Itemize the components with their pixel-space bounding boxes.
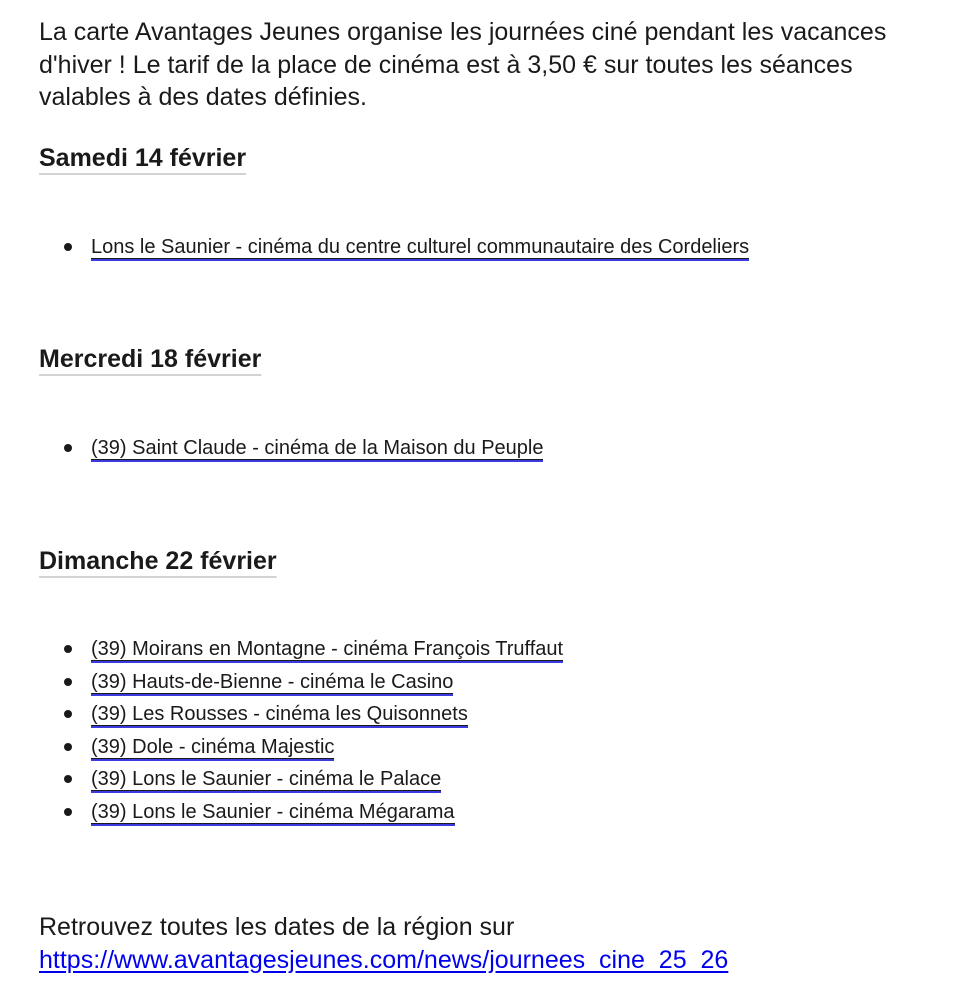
- bullet-icon: [64, 678, 72, 686]
- list-item: [62, 731, 563, 764]
- venue-link[interactable]: (39) Lons le Saunier - cinéma Mégarama: [91, 800, 455, 823]
- venue-list-mercredi: [62, 432, 543, 465]
- venue-list-dimanche: [62, 633, 563, 829]
- day-heading-dimanche: Dimanche 22 février: [39, 547, 277, 575]
- outro-paragraph: [39, 911, 934, 976]
- list-item: [62, 231, 749, 264]
- region-dates-link[interactable]: https://www.avantagesjeunes.com/news/journees_cine_25_26: [39, 945, 729, 974]
- intro-paragraph: La carte Avantages Jeunes organise les journées ciné pendant les vacances d'hiver ! Le tarif de la place de cinéma est à 3,50 € sur toutes les séances valables à des dates définies.: [39, 18, 887, 111]
- list-item: [62, 432, 543, 465]
- list-item: [62, 666, 563, 699]
- bullet-icon: [64, 243, 72, 251]
- list-item: [62, 698, 563, 731]
- day-heading-mercredi: Mercredi 18 février: [39, 345, 262, 373]
- bullet-icon: [64, 444, 72, 452]
- bullet-icon: [64, 710, 72, 718]
- venue-link[interactable]: (39) Moirans en Montagne - cinéma François Truffaut: [91, 638, 564, 660]
- bullet-icon: [64, 743, 72, 751]
- bullet-icon: [64, 775, 72, 783]
- venue-link[interactable]: (39) Les Rousses - cinéma les Quisonnets: [91, 703, 468, 726]
- outro-text: Retrouvez toutes les dates de la région sur: [39, 913, 515, 941]
- venue-link[interactable]: (39) Hauts-de-Bienne - cinéma le Casino: [91, 670, 454, 693]
- venue-link[interactable]: Lons le Saunier - cinéma du centre culturel communautaire des Cordeliers: [91, 236, 750, 258]
- bullet-icon: [64, 645, 72, 653]
- venue-list-samedi: [62, 231, 749, 264]
- day-heading-samedi: Samedi 14 février: [39, 144, 247, 172]
- list-item: [62, 633, 563, 666]
- venue-link[interactable]: (39) Saint Claude - cinéma de la Maison du Peuple: [91, 437, 544, 459]
- list-item: [62, 796, 563, 829]
- venue-link[interactable]: (39) Dole - cinéma Majestic: [91, 735, 335, 758]
- venue-link[interactable]: (39) Lons le Saunier - cinéma le Palace: [91, 768, 442, 791]
- bullet-icon: [64, 808, 72, 816]
- list-item: [62, 763, 563, 796]
